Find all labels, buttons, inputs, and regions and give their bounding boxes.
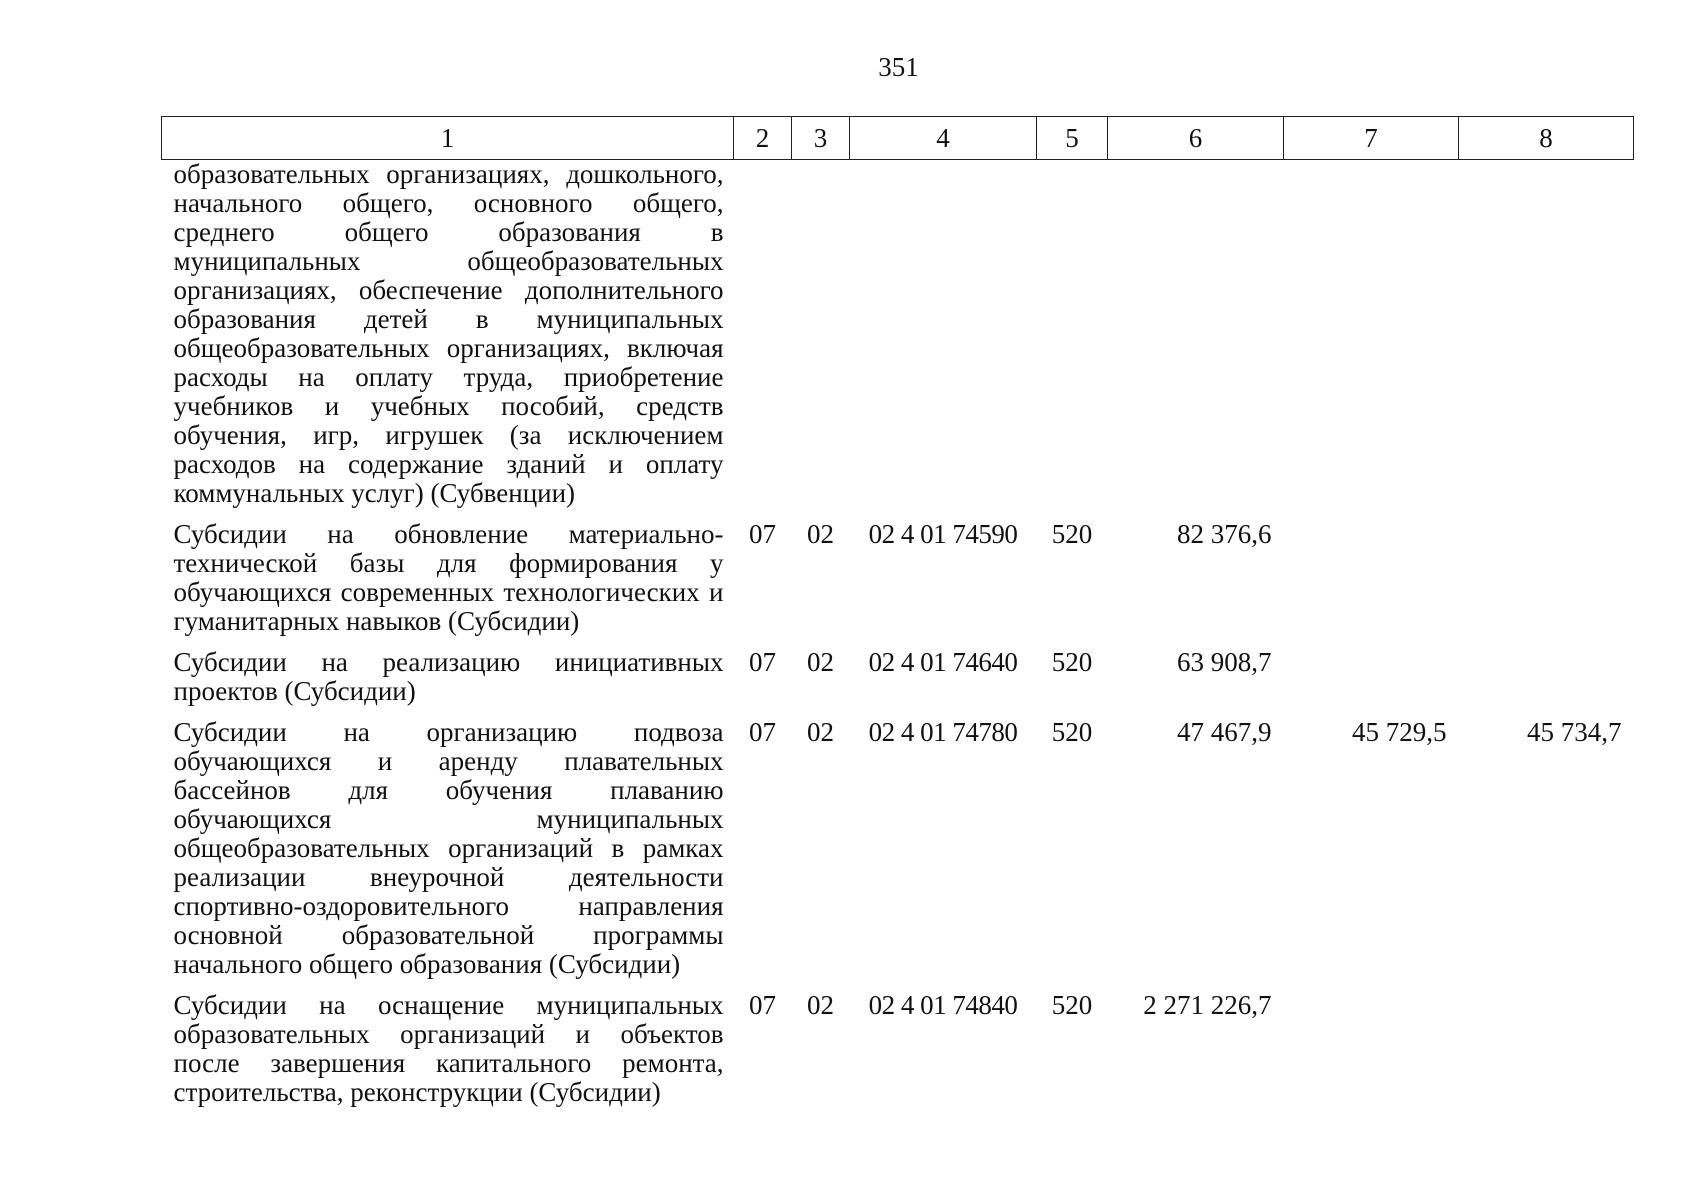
row-section (734, 160, 792, 521)
row-amount-col8: 45 734,7 (1527, 717, 1622, 747)
budget-table (161, 116, 1634, 1119)
table-row (162, 160, 1634, 521)
row-description: Субсидии на организацию подвоза обучающихся и аренду плавательных бассейнов для обучения плаванию обучающихся муниципальных общеобразовательных организаций в рамках реализации внеурочной деятельности спортивно-оздоровительного направления основной образовательной программы начального общего образования (Субсидии) (173, 717, 724, 979)
row-amount-col7 (1284, 160, 1459, 521)
row-amount-col8 (1459, 520, 1634, 648)
row-amount-col6: 82 376,6 (1177, 519, 1272, 549)
row-target-article: 02 4 01 74780 (868, 717, 1018, 747)
column-header-4: 4 (850, 117, 1037, 160)
row-subsection: 02 (807, 990, 834, 1020)
row-subsection: 02 (807, 647, 834, 677)
column-header-5: 5 (1037, 117, 1108, 160)
row-subsection: 02 (807, 717, 834, 747)
row-amount-col7: 45 729,5 (1352, 717, 1447, 747)
row-expense-type (1037, 160, 1108, 521)
row-amount-col8 (1459, 991, 1634, 1119)
row-target-article: 02 4 01 74590 (868, 519, 1018, 549)
row-description: Субсидии на реализацию инициативных проектов (Субсидии) (173, 647, 724, 706)
row-amount-col6: 2 271 226,7 (1143, 990, 1272, 1020)
row-subsection (792, 160, 850, 521)
row-section: 07 (749, 717, 776, 747)
row-amount-col7 (1284, 991, 1459, 1119)
row-description: образовательных организациях, дошкольного, начального общего, основного общего, среднего общего образования в муниципальных общеобразовательных организациях, обеспечение дополнительного образования детей в муниципальных общеобразовательных организациях, включая расходы на оплату труда, приобретение учебников и учебных пособий, средств обучения, игр, игрушек (за исключением расходов на содержание зданий и оплату коммунальных услуг) (Субвенции) (173, 159, 724, 508)
column-header-3: 3 (792, 117, 850, 160)
row-section: 07 (749, 647, 776, 677)
row-expense-type: 520 (1051, 519, 1093, 549)
row-description: Субсидии на оснащение муниципальных образовательных организаций и объектов после завершения капитального ремонта, строительства, реконструкции (Субсидии) (173, 990, 724, 1107)
column-header-7: 7 (1284, 117, 1459, 160)
row-target-article: 02 4 01 74840 (868, 990, 1018, 1020)
row-amount-col7 (1284, 648, 1459, 718)
column-header-8: 8 (1459, 117, 1634, 160)
row-amount-col8 (1459, 160, 1634, 521)
table-row (162, 648, 1634, 718)
row-expense-type: 520 (1051, 647, 1093, 677)
row-description: Субсидии на обновление материально-технической базы для формирования у обучающихся современных технологических и гуманитарных навыков (Субсидии) (173, 519, 724, 636)
row-amount-col7 (1284, 520, 1459, 648)
row-expense-type: 520 (1051, 990, 1093, 1020)
row-section: 07 (749, 990, 776, 1020)
table-row (162, 718, 1634, 991)
row-target-article (850, 160, 1037, 521)
row-target-article: 02 4 01 74640 (868, 647, 1018, 677)
table-header-row (162, 117, 1634, 160)
row-amount-col8 (1459, 648, 1634, 718)
column-header-1: 1 (162, 117, 734, 160)
table-row (162, 991, 1634, 1119)
row-amount-col6 (1108, 160, 1284, 521)
row-subsection: 02 (807, 519, 834, 549)
column-header-6: 6 (1108, 117, 1284, 160)
row-amount-col6: 63 908,7 (1177, 647, 1272, 677)
page-number: 351 (878, 52, 919, 82)
row-section: 07 (749, 519, 776, 549)
column-header-2: 2 (734, 117, 792, 160)
row-expense-type: 520 (1051, 717, 1093, 747)
table-row (162, 520, 1634, 648)
row-amount-col6: 47 467,9 (1177, 717, 1272, 747)
